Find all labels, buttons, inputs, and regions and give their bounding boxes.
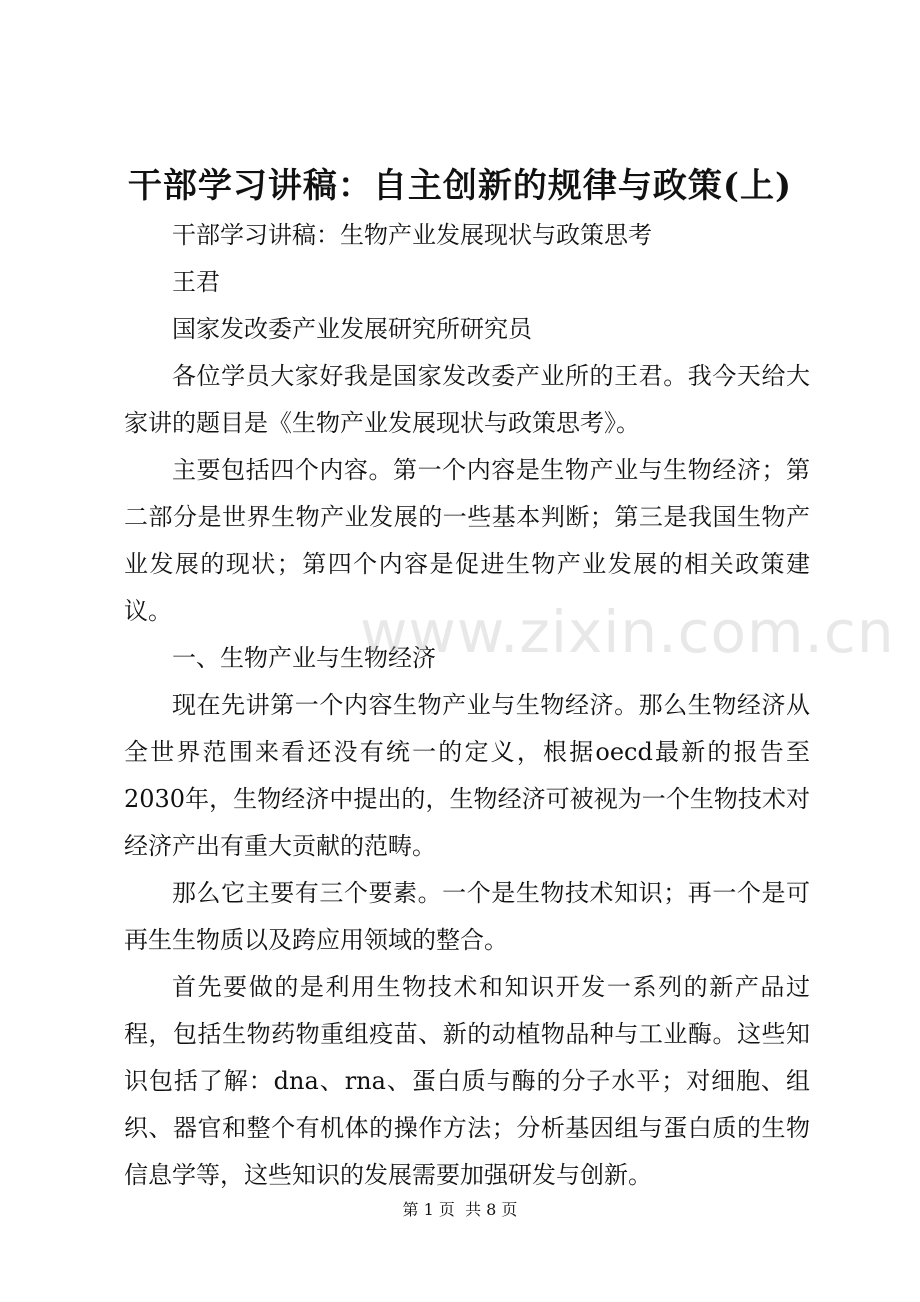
author-paragraph: 王君 (172, 268, 220, 296)
body-paragraph: 那么它主要有三个要素。一个是生物技术知识；再一个是可再生生物质以及跨应用领域的整合。 (124, 879, 810, 954)
section-heading: 一、生物产业与生物经济 (172, 644, 436, 672)
body-paragraph: 现在先讲第一个内容生物产业与生物经济。那么生物经济从全世界范围来看还没有统一的定义，根据oecd最新的报告至2030年，生物经济中提出的，生物经济可被视为一个生物技术对经济产出有重大贡献的范畴。 (124, 691, 810, 860)
body-paragraph: 首先要做的是利用生物技术和知识开发一系列的新产品过程，包括生物药物重组疫苗、新的动植物品种与工业酶。这些知识包括了解：dna、rna、蛋白质与酶的分子水平；对细胞、组织、器官和整个有机体的操作方法；分析基因组与蛋白质的生物信息学等，这些知识的发展需要加强研发与创新。 (124, 973, 810, 1189)
affiliation-paragraph: 国家发改委产业发展研究所研究员 (172, 315, 532, 343)
body-paragraph: 主要包括四个内容。第一个内容是生物产业与生物经济；第二部分是世界生物产业发展的一些基本判断；第三是我国生物产业发展的现状；第四个内容是促进生物产业发展的相关政策建议。 (124, 456, 810, 625)
document-title: 干部学习讲稿：自主创新的规律与政策(上) (127, 166, 793, 206)
watermark: www.zixin.com.cn (360, 598, 895, 666)
body-paragraph: 各位学员大家好我是国家发改委产业所的王君。我今天给大家讲的题目是《生物产业发展现状与政策思考》。 (124, 362, 810, 437)
page-footer: 第 1 页 共 8 页 (402, 1200, 518, 1219)
subtitle-paragraph: 干部学习讲稿：生物产业发展现状与政策思考 (172, 221, 652, 249)
document-body (124, 212, 810, 1199)
